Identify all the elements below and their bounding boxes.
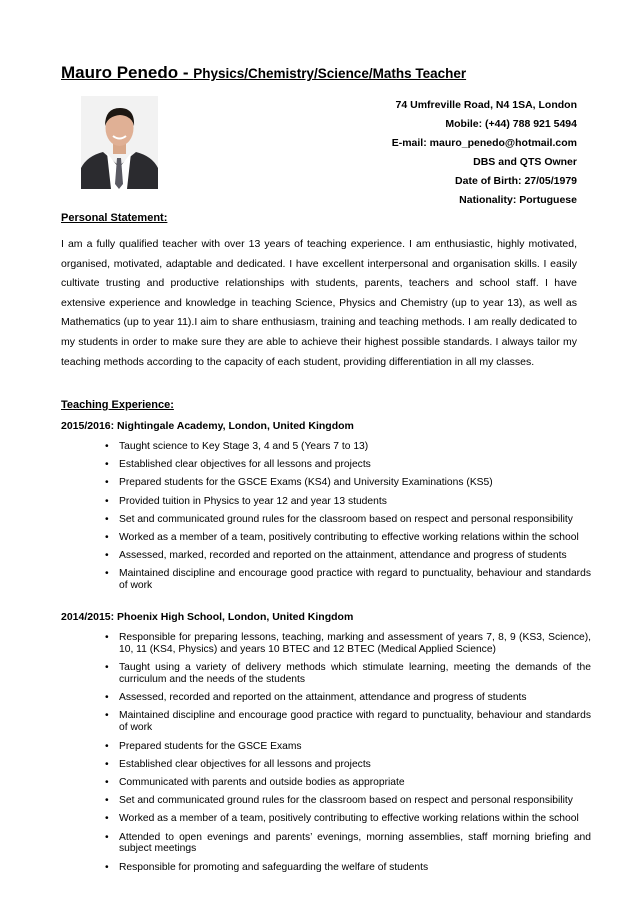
job-duties-phoenix [105, 632, 591, 880]
personal-statement-heading: Personal Statement: [61, 212, 168, 224]
list-item: • Attended to open evenings and parents’ evenings, morning assemblies, staff morning briefing and subject meetings [119, 832, 591, 856]
contact-dbs-qts: DBS and QTS Owner [473, 156, 577, 168]
list-item: • Assessed, marked, recorded and reported on the attainment, attendance and progress of students [119, 550, 591, 562]
list-item: • Set and communicated ground rules for the classroom based on respect and personal responsibility [119, 795, 591, 807]
personal-statement-text: I am a fully qualified teacher with over 13 years of teaching experience. I am enthusiastic, highly motivated, organised, motivated, adaptable and dedicated. I have excellent interpersonal and organisation skills. I easily cultivate trusting and productive relationships with students, parents, teachers and school staff. I have extensive experience and knowledge in teaching Science, Physics and Chemistry (up to year 13), as well as Mathematics (up to year 11).I aim to share enthusiasm, training and teaching methods. I am really dedicated to my students in order to make sure they are able to achieve their highest possible standards. I always tailor my teaching methods according to the capacity of each student, providing differentiation in all my classes. [61, 238, 577, 368]
list-item: • Set and communicated ground rules for the classroom based on respect and personal responsibility [119, 514, 591, 526]
profile-photo [81, 96, 158, 189]
candidate-name: Mauro Penedo [61, 63, 179, 82]
list-item: • Assessed, recorded and reported on the attainment, attendance and progress of students [119, 692, 591, 704]
list-item: • Worked as a member of a team, positively contributing to effective working relations within the school [119, 532, 591, 544]
title-separator: - [178, 63, 194, 82]
list-item: • Responsible for preparing lessons, teaching, marking and assessment of years 7, 8, 9 (KS3, Science), 10, 11 (KS4, Physics) and years 10 BTEC and 12 BTEC (Medical Applied Science) [119, 632, 591, 656]
list-item: • Taught using a variety of delivery methods which stimulate learning, meeting the demands of the curriculum and the needs of the students [119, 662, 591, 686]
job-title-phoenix: 2014/2015: Phoenix High School, London, United Kingdom [61, 611, 354, 623]
contact-details [392, 96, 577, 210]
list-item: • Responsible for promoting and safeguarding the welfare of students [119, 862, 591, 874]
list-item: • Communicated with parents and outside bodies as appropriate [119, 777, 591, 789]
candidate-role: Physics/Chemistry/Science/Maths Teacher [193, 66, 467, 81]
contact-date-of-birth: Date of Birth: 27/05/1979 [455, 175, 577, 187]
list-item: • Prepared students for the GSCE Exams [119, 741, 591, 753]
list-item: • Established clear objectives for all lessons and projects [119, 759, 591, 771]
list-item: • Provided tuition in Physics to year 12 and year 13 students [119, 496, 591, 508]
contact-mobile: Mobile: (+44) 788 921 5494 [445, 118, 577, 130]
list-item: • Taught science to Key Stage 3, 4 and 5 (Years 7 to 13) [119, 441, 591, 453]
list-item: • Maintained discipline and encourage good practice with regard to punctuality, behaviour and standards of work [119, 710, 591, 734]
contact-email: E-mail: mauro_penedo@hotmail.com [391, 137, 577, 149]
list-item: • Maintained discipline and encourage good practice with regard to punctuality, behaviour and standards of work [119, 568, 591, 592]
contact-nationality: Nationality: Portuguese [459, 194, 577, 206]
portrait-image [81, 96, 158, 189]
list-item: • Established clear objectives for all lessons and projects [119, 459, 591, 471]
list-item: • Worked as a member of a team, positively contributing to effective working relations within the school [119, 813, 591, 825]
list-item: • Prepared students for the GSCE Exams (KS4) and University Examinations (KS5) [119, 477, 591, 489]
teaching-experience-heading: Teaching Experience: [61, 399, 174, 411]
page-title [61, 63, 466, 83]
job-title-nightingale: 2015/2016: Nightingale Academy, London, United Kingdom [61, 420, 354, 432]
job-duties-nightingale [105, 441, 591, 599]
contact-address: 74 Umfreville Road, N4 1SA, London [395, 99, 577, 111]
